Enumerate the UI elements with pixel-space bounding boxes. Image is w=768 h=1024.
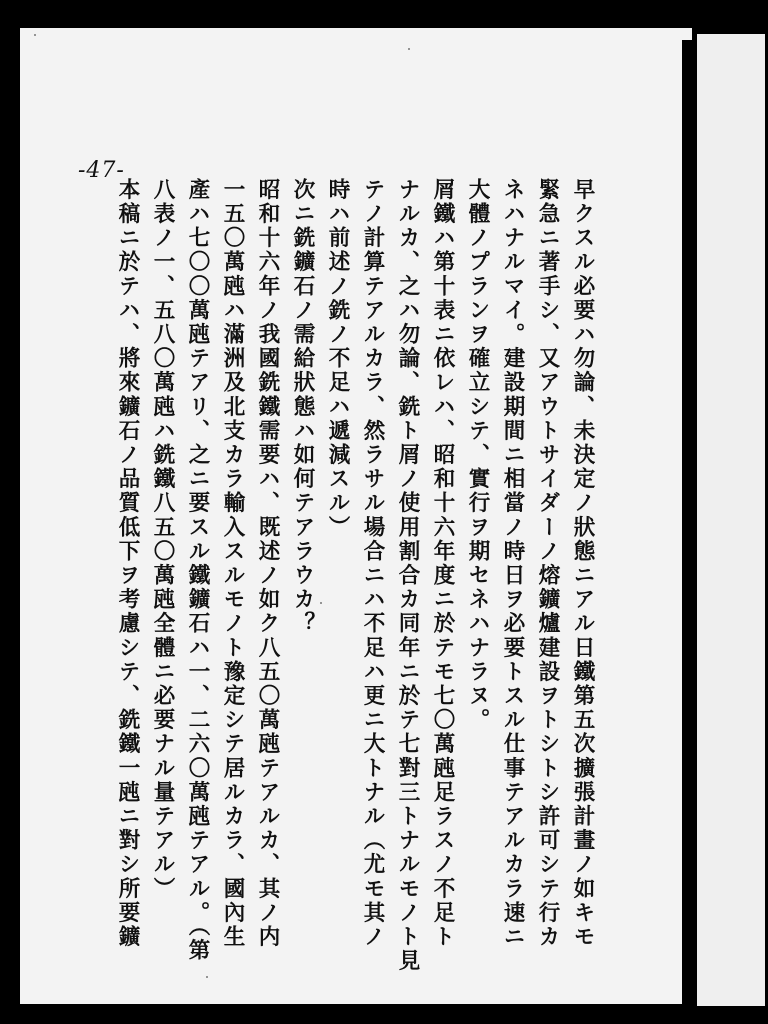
scan-noise	[34, 34, 36, 36]
text-column-1: 早クスル必要ハ勿論、未決定ノ狀態ニアル日鐵第五次擴張計畫ノ如キモ	[570, 178, 595, 950]
text-column-6: ナルカ、之ハ勿論、銑ト屑ノ使用割合カ同年ニ於テ七對三トナルモノト見	[395, 178, 420, 974]
text-column-11: 一五〇萬瓲ハ滿洲及北支カラ輸入スルモノト豫定シテ居ルカラ、國內生	[220, 178, 245, 950]
text-column-8: 時ハ前述ノ銑ノ不足ハ遞減スル）	[325, 178, 350, 540]
text-column-14: 本稿ニ於テハ、將來鑛石ノ品質低下ヲ考慮シテ、銑鐵一瓲ニ對シ所要鑛	[115, 178, 140, 950]
text-column-4: 大體ノプランヲ確立シテ、實行ヲ期セネハナラヌ。	[465, 178, 490, 733]
adjacent-page-edge	[697, 34, 765, 1006]
scan-noise	[206, 976, 208, 978]
text-column-5: 屑鐵ハ第十表ニ依レハ、昭和十六年度ニ於テモ七〇萬瓲足ラスノ不足ト	[430, 178, 455, 950]
document-page	[20, 28, 692, 1004]
scan-noise	[320, 602, 322, 604]
page-gutter	[682, 40, 694, 1010]
page-number: -47-	[78, 158, 125, 183]
text-column-12: 產ハ七〇〇萬瓲テアリ、之ニ要スル鐵鑛石ハ一、二六〇萬瓲テアル。（第	[185, 178, 210, 963]
scan-noise	[408, 48, 410, 50]
text-column-10: 昭和十六年ノ我國銑鐵需要ハ、既述ノ如ク八五〇萬瓲テアルカ、其ノ内	[255, 178, 280, 950]
text-column-13: 八表ノ一、五八〇萬瓲ハ銑鐵八五〇萬瓲全體ニ必要ナル量テアル）	[150, 178, 175, 901]
text-column-7: テノ計算テアルカラ、然ラサル場合ニハ不足ハ更ニ大トナル（尤モ其ノ	[360, 178, 385, 950]
text-column-9: 次ニ銑鑛石ノ需給狀態ハ如何テアラウカ？	[290, 178, 315, 636]
text-column-2: 緊急ニ著手シ、又アウトサイダーノ熔鑛爐建設ヲトシトシ許可シテ行カ	[535, 178, 560, 950]
text-column-3: ネハナルマイ。建設期間ニ相當ノ時日ヲ必要トスル仕事テアルカラ速ニ	[500, 178, 525, 950]
